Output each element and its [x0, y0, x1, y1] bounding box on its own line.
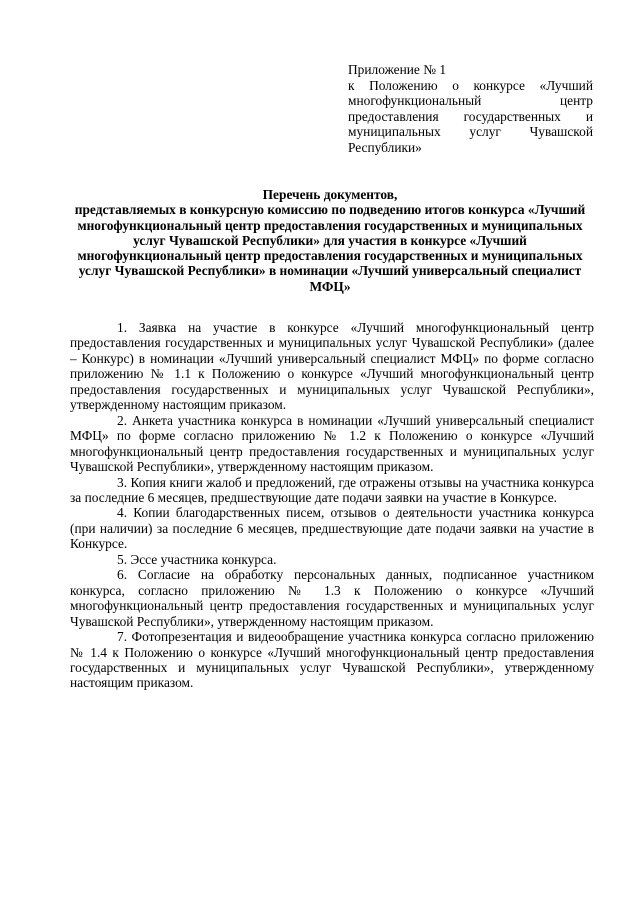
list-item: 1. Заявка на участие в конкурсе «Лучший многофункциональный центр предоставления государственных и муниципальных услуг Чувашской Республики» (далее – Конкурс) в номинации «Лучший универсальный специалист МФЦ» по форме согласно приложению № 1.1 к Положению о конкурсе «Лучший многофункциональный центр предоставления государственных и муниципальных услуг Чувашской Республики», утвержденному настоящим приказом.	[70, 320, 594, 413]
appendix-title: Приложение № 1	[348, 62, 447, 77]
appendix-block	[348, 62, 593, 156]
list-item: 4. Копии благодарственных писем, отзывов о деятельности участника конкурса (при наличии) за последние 6 месяцев, предшествующие дате подачи заявки на участие в Конкурсе.	[70, 505, 594, 552]
list-item: 7. Фотопрезентация и видеообращение участника конкурса согласно приложению № 1.4 к Положению о конкурсе «Лучший многофункциональный центр предоставления государственных и муниципальных услуг Чувашской Республики», утвержденному настоящим приказом.	[70, 629, 594, 691]
heading-subtitle: представляемых в конкурсную комиссию по подведению итогов конкурса «Лучший многофункциональный центр предоставления государственных и муниципальных услуг Чувашской Республики» для участия в конкурсе «Лучший многофункциональный центр предоставления государственных и муниципальных услуг Чувашской Республики» в номинации «Лучший универсальный специалист МФЦ»	[74, 202, 586, 294]
list-item: 2. Анкета участника конкурса в номинации «Лучший универсальный специалист МФЦ» по форме согласно приложению № 1.2 к Положению о конкурсе «Лучший многофункциональный центр предоставления государственных и муниципальных услуг Чувашской Республики», утвержденному настоящим приказом.	[70, 412, 594, 475]
list-item: 6. Согласие на обработку персональных данных, подписанное участником конкурса, согласно приложению № 1.3 к Положению о конкурсе «Лучший многофункциональный центр предоставления государственных и муниципальных услуг Чувашской Республики», утвержденному настоящим приказом.	[70, 567, 594, 629]
heading-title: Перечень документов,	[262, 187, 398, 202]
list-item: 3. Копия книги жалоб и предложений, где отражены отзывы на участника конкурса за последние 6 месяцев, предшествующие дате подачи заявки на участие в Конкурсе.	[70, 474, 594, 505]
list-item: 5. Эссе участника конкурса.	[117, 551, 277, 567]
document-heading	[70, 187, 590, 294]
appendix-reference: к Положению о конкурсе «Лучший многофункциональный центр предоставления государственных и муниципальных услуг Чувашской Республики»	[348, 77, 593, 155]
document-body	[70, 320, 594, 691]
